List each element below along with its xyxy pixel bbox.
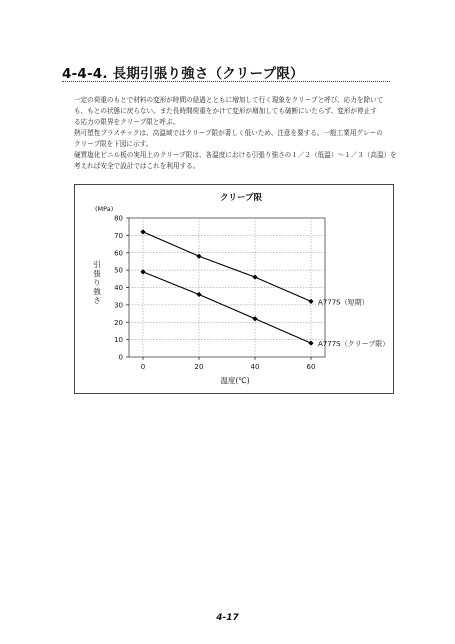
paragraph-design-guideline (74, 150, 404, 172)
y-tick-label: 10 (114, 336, 123, 345)
y-tick-label: 50 (114, 266, 123, 275)
y-tick-label: 0 (118, 353, 123, 362)
heading-divider (62, 81, 390, 82)
x-tick-label: 20 (194, 363, 204, 371)
y-tick-label: 60 (114, 249, 123, 258)
creep-limit-chart (74, 184, 394, 394)
y-tick-label: 80 (114, 214, 123, 223)
paragraph-creep-definition (74, 95, 404, 128)
series-label: A777S（クリープ限） (318, 340, 390, 349)
y-tick-label: 70 (114, 231, 123, 240)
y-tick-label: 40 (114, 284, 123, 292)
x-tick-label: 40 (250, 363, 260, 371)
paragraph-line: も、もとの状態に戻らない。また長時間荷重をかけて変形が増加しても破断にいたらず、変形が停止す (74, 107, 377, 115)
y-tick-label: 20 (114, 318, 123, 327)
y-axis-label-char: 張 (93, 269, 101, 278)
chart-series-labels (318, 297, 389, 348)
x-tick-label: 0 (140, 363, 146, 371)
y-axis-label-char: さ (93, 296, 101, 305)
chart-axes (114, 215, 315, 372)
paragraph-line: 考えれば安全で設計ではこれを利用する。 (74, 162, 200, 170)
series-line (143, 272, 311, 343)
page-number: 4-17 (216, 613, 239, 623)
paragraph-thermoplastic-note (74, 128, 404, 150)
data-point-marker (196, 254, 201, 259)
data-point-marker (308, 299, 313, 304)
data-point-marker (252, 274, 257, 279)
data-point-marker (140, 229, 145, 234)
data-point-marker (196, 292, 201, 297)
paragraph-line: 硬質塩化ビニル板の実用上のクリープ限は、各温度における引張り強さの１／２（低温）～１／３（高温）を (74, 151, 397, 159)
data-point-marker (252, 316, 257, 321)
data-point-marker (308, 341, 313, 346)
paragraph-line: 一定の荷重のもとで材料の変形が時間の経過とともに増加して行く現象をクリープと呼び、応力を除いて (74, 96, 384, 104)
series-line (143, 232, 311, 302)
series-label: A777S（短期） (318, 298, 369, 307)
x-axis-label: 温度(℃) (220, 376, 250, 385)
y-axis-label-char: 引 (93, 260, 101, 269)
paragraph-line: クリープ限を下図に示す。 (74, 140, 153, 148)
y-axis-label-char: 強 (93, 287, 101, 296)
chart-canvas (75, 185, 393, 393)
y-axis-label-char: り (93, 278, 101, 287)
paragraph-line: る応力の限界をクリープ限と呼ぶ。 (74, 118, 180, 126)
chart-title: クリープ限 (219, 193, 263, 203)
y-tick-label: 30 (114, 301, 123, 310)
paragraph-line: 熱可塑性プラスチックは、高温域ではクリープ限が著しく低いため、注意を要する。一般工業用グレーの (74, 129, 383, 137)
section-heading: 4-4-4. 長期引張り強さ（クリープ限） (62, 66, 304, 82)
x-tick-label: 60 (306, 363, 316, 371)
y-axis-unit: (MPa) (95, 205, 114, 213)
y-axis-label (93, 259, 101, 305)
